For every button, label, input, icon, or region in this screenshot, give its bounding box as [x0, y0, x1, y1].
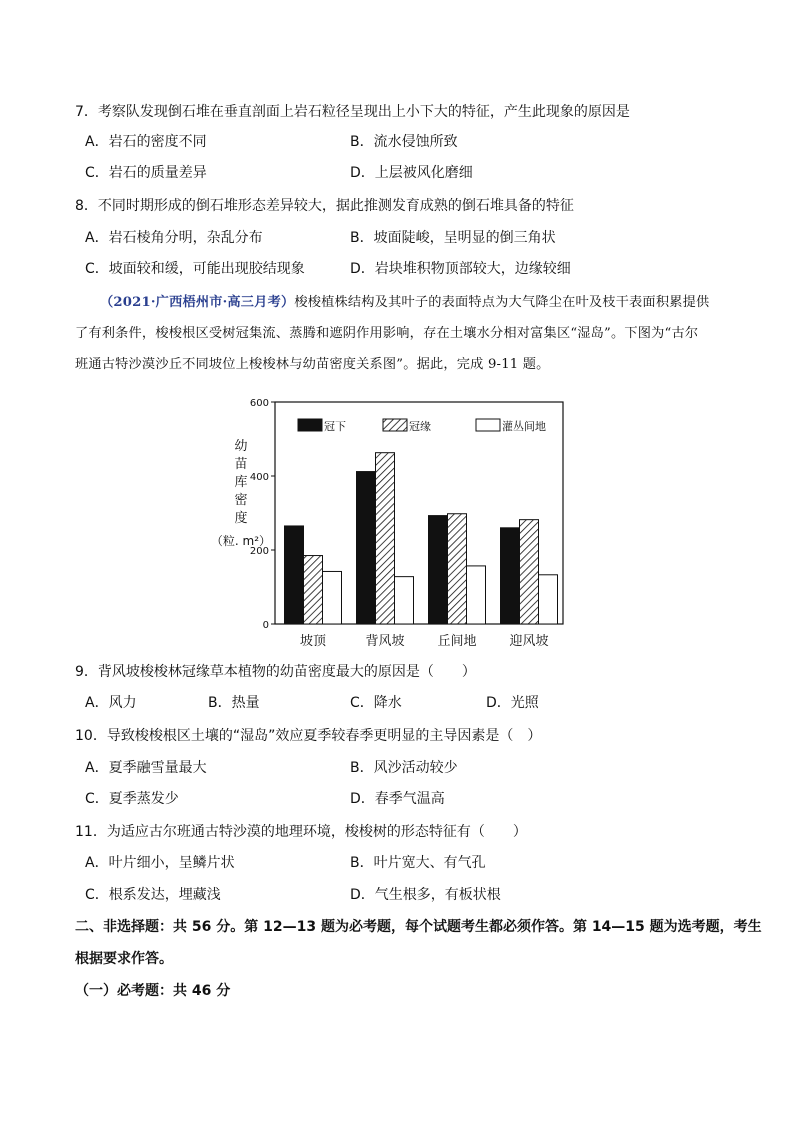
passage-line-3: 班通古特沙漠沙丘不同坡位上梭梭林与幼苗密度关系图”。据此，完成 9-11 题。 [75, 357, 550, 372]
chart-bars [285, 453, 558, 649]
q10-option-c: C．夏季蒸发少 [85, 791, 179, 807]
q8-option-d: D．岩块堆积物顶部较大，边缘较细 [350, 261, 571, 277]
y-axis-label [211, 439, 271, 548]
legend-swatch [298, 419, 322, 431]
q7-option-b: B．流水侵蚀所致 [350, 134, 458, 150]
legend-label: 灌丛间地 [502, 420, 546, 433]
section2-heading-cont: 根据要求作答。 [75, 951, 173, 967]
q10-stem: 10．导致梭梭根区土壤的“湿岛”效应夏季较春季更明显的主导因素是（ ） [75, 728, 542, 744]
passage-source: （2021·广西梧州市·高三月考） [100, 295, 295, 310]
x-category-label: 丘间地 [437, 634, 477, 649]
y-tick-label: 400 [249, 472, 269, 483]
bar-冠下-背风坡 [357, 472, 376, 624]
q8-option-b: B．坡面陡峻，呈明显的倒三角状 [350, 230, 556, 246]
x-category-label: 背风坡 [365, 634, 405, 649]
chart-legend [298, 419, 546, 433]
q8-stem: 8．不同时期形成的倒石堆形态差异较大，据此推测发育成熟的倒石堆具备的特征 [75, 198, 574, 214]
bar-灌丛间地-坡顶 [323, 571, 342, 624]
x-category-label: 迎风坡 [509, 634, 549, 649]
q7-option-c: C．岩石的质量差异 [85, 165, 207, 181]
x-category-label: 坡顶 [299, 634, 327, 649]
q10-option-a: A．夏季融雪量最大 [85, 760, 207, 776]
section2-heading: 二、非选择题：共 56 分。第 12—13 题为必考题，每个试题考生都必须作答。第 14—15 题为选考题，考生 [75, 919, 762, 935]
bar-冠下-坡顶 [285, 526, 304, 624]
q11-option-b: B．叶片宽大、有气孔 [350, 855, 486, 871]
bar-冠下-丘间地 [429, 516, 448, 624]
q7-stem: 7．考察队发现倒石堆在垂直剖面上岩石粒径呈现出上小下大的特征，产生此现象的原因是 [75, 104, 630, 120]
y-label-char: 苗 [234, 457, 248, 472]
bar-灌丛间地-背风坡 [395, 577, 414, 624]
q11-option-a: A．叶片细小，呈鳞片状 [85, 855, 235, 871]
q9-option-a: A．风力 [85, 695, 137, 711]
q10-option-d: D．春季气温高 [350, 791, 445, 807]
q9-option-c: C．降水 [350, 695, 402, 711]
q11-stem: 11．为适应古尔班通古特沙漠的地理环境，梭梭树的形态特征有（ ） [75, 824, 527, 840]
q7-option-a: A．岩石的密度不同 [85, 134, 207, 150]
bar-冠缘-背风坡 [376, 453, 395, 624]
bar-冠下-迎风坡 [501, 528, 520, 624]
y-tick-label: 600 [249, 398, 269, 409]
y-label-char: 密 [234, 493, 248, 508]
q11-option-c: C．根系发达，埋藏浅 [85, 887, 221, 903]
q8-option-a: A．岩石棱角分明，杂乱分布 [85, 230, 263, 246]
y-tick-label: 0 [262, 620, 269, 631]
y-tick-label: 200 [249, 546, 269, 557]
q7-option-d: D．上层被风化磨细 [350, 165, 473, 181]
legend-label: 冠下 [324, 420, 346, 433]
y-label-char: 幼 [234, 439, 248, 454]
bar-冠缘-丘间地 [448, 514, 467, 624]
section2-subheading: （一）必考题：共 46 分 [75, 983, 231, 999]
legend-label: 冠缘 [409, 420, 431, 433]
y-label-char: 度 [234, 511, 248, 526]
passage-line-2: 了有利条件，梭梭根区受树冠集流、蒸腾和遮阴作用影响，存在土壤水分相对富集区“湿岛”。下图为“古尔 [75, 326, 699, 341]
q9-option-b: B．热量 [208, 695, 260, 711]
y-label-unit: （粒. m²） [210, 534, 272, 548]
seedling-density-chart [208, 392, 588, 654]
legend-swatch [476, 419, 500, 431]
legend-swatch [383, 419, 407, 431]
q8-option-c: C．坡面较和缓，可能出现胶结现象 [85, 261, 305, 277]
q9-option-d: D．光照 [486, 695, 539, 711]
bar-灌丛间地-丘间地 [467, 566, 486, 624]
passage-line-1: （2021·广西梧州市·高三月考）梭梭植株结构及其叶子的表面特点为大气降尘在叶及枝干表面积累提供 [100, 295, 710, 310]
reading-passage [75, 287, 723, 380]
bar-灌丛间地-迎风坡 [539, 575, 558, 624]
bar-冠缘-坡顶 [304, 556, 323, 624]
y-label-char: 库 [234, 475, 248, 490]
q11-option-d: D．气生根多，有板状根 [350, 887, 501, 903]
bar-冠缘-迎风坡 [520, 520, 539, 624]
q9-stem: 9．背风坡梭梭林冠缘草本植物的幼苗密度最大的原因是（ ） [75, 664, 476, 680]
q10-option-b: B．风沙活动较少 [350, 760, 458, 776]
